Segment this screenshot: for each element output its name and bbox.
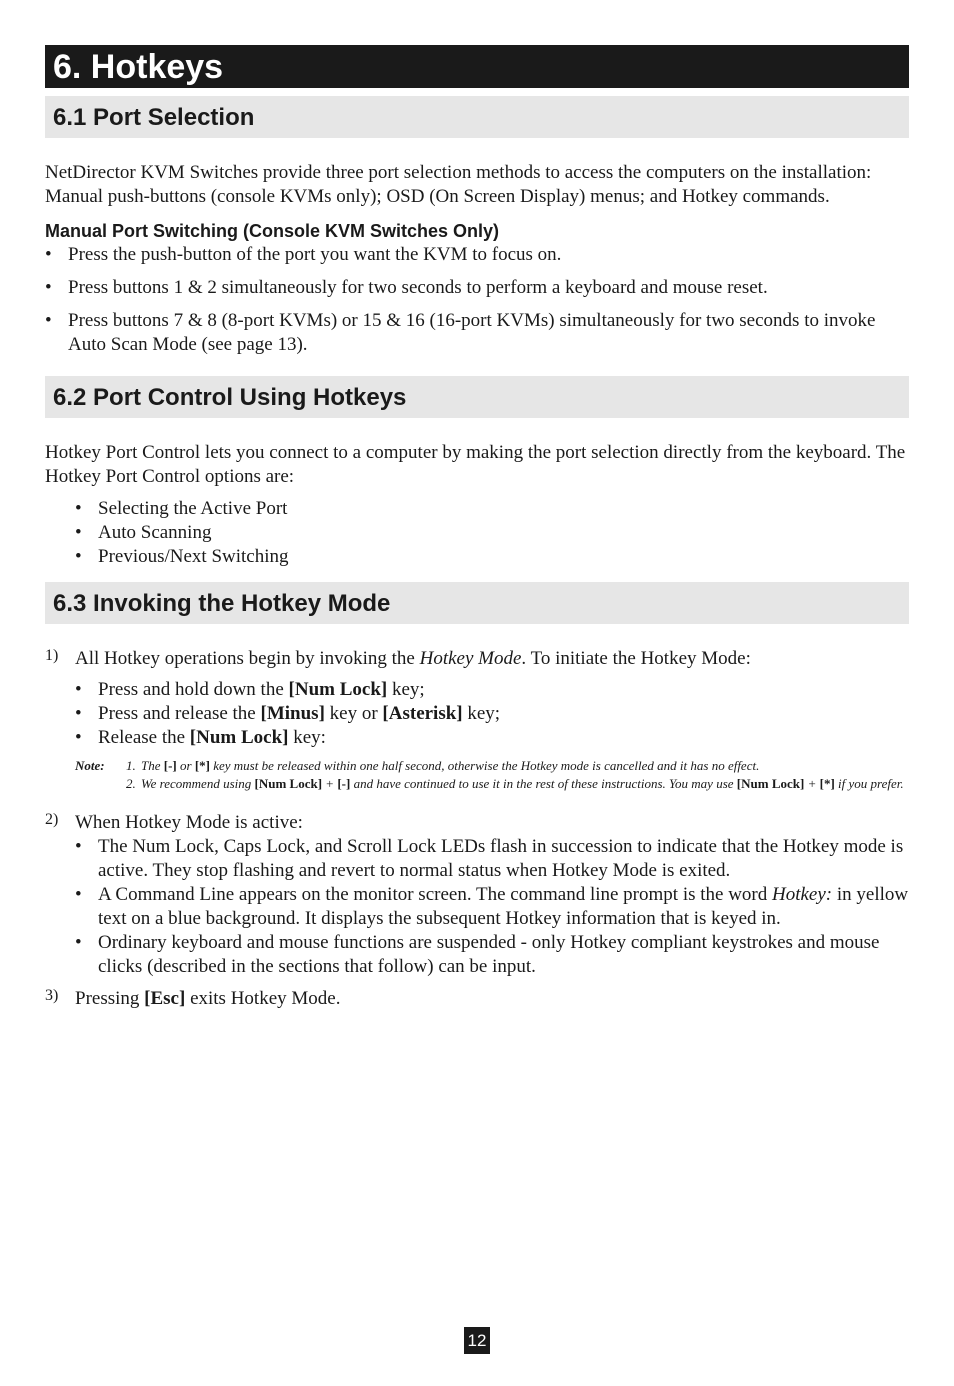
list-item: • Press buttons 7 & 8 (8-port KVMs) or 15 & 16 (16-port KVMs) simultaneously for two seconds to invoke Auto Scan Mode (see page 13). — [45, 309, 909, 357]
section-title-invoking-hotkey: 6.3 Invoking the Hotkey Mode — [45, 582, 909, 624]
step-number: 3) — [45, 987, 59, 1004]
list-item: • Previous/Next Switching — [75, 545, 909, 569]
port-selection-intro: NetDirector KVM Switches provide three port selection methods to access the computers on the installation: Manual push-buttons (console KVMs only); OSD (On Screen Display) menus; and Hotkey commands. — [45, 162, 872, 207]
list-item: • Selecting the Active Port — [75, 497, 909, 521]
page-content — [45, 45, 909, 1011]
list-item: • Release the [Num Lock] key: — [75, 726, 909, 750]
page-number: 12 — [464, 1327, 490, 1354]
note-label: Note: — [75, 758, 105, 773]
list-item: • Ordinary keyboard and mouse functions are suspended - only Hotkey compliant keystrokes and mouse clicks (described in the sections that follow) can be input. — [75, 931, 909, 979]
manual-switching-subheading: Manual Port Switching (Console KVM Switches Only) — [45, 221, 500, 241]
hotkey-control-intro: Hotkey Port Control lets you connect to a computer by making the port selection directly from the keyboard. The Hotkey Port Control options are: — [45, 442, 906, 487]
list-item: • Press buttons 1 & 2 simultaneously for two seconds to perform a keyboard and mouse reset. — [45, 276, 909, 300]
note-line-1: 1. The [-] or [*] key must be released within one half second, otherwise the Hotkey mode is cancelled and it has no effect. — [126, 758, 760, 773]
step-number: 2) — [45, 811, 59, 828]
list-item: • Press and release the [Minus] key or [Asterisk] key; — [75, 702, 909, 726]
step-3 — [45, 987, 909, 1011]
list-item: • A Command Line appears on the monitor screen. The command line prompt is the word Hotkey: in yellow text on a blue background. It displays the subsequent Hotkey information that is keyed in. — [75, 883, 909, 931]
section-title-hotkey-control: 6.2 Port Control Using Hotkeys — [45, 376, 909, 418]
note-line-2: 2. We recommend using [Num Lock] + [-] and have continued to use it in the rest of these instructions. You may use [Num Lock] + [*] if you prefer. — [126, 776, 904, 791]
list-item: • Press the push-button of the port you want the KVM to focus on. — [45, 243, 909, 267]
section-title-port-selection: 6.1 Port Selection — [45, 96, 909, 138]
step-2-text: When Hotkey Mode is active: — [75, 812, 303, 833]
note-block — [45, 757, 909, 793]
invoke-steps-list — [45, 678, 909, 750]
list-item: • Auto Scanning — [75, 521, 909, 545]
step-2 — [45, 811, 909, 835]
list-item: • The Num Lock, Caps Lock, and Scroll Lock LEDs flash in succession to indicate that the Hotkey mode is active. They stop flashing and revert to normal status when Hotkey Mode is exited. — [75, 835, 909, 883]
active-mode-list — [45, 835, 909, 979]
step-1-text: All Hotkey operations begin by invoking the Hotkey Mode. To initiate the Hotkey Mode: — [75, 648, 751, 669]
hotkey-options-list — [45, 497, 909, 569]
chapter-title: 6. Hotkeys — [45, 45, 909, 88]
step-3-text: Pressing [Esc] exits Hotkey Mode. — [75, 988, 341, 1009]
list-item: • Press and hold down the [Num Lock] key; — [75, 678, 909, 702]
manual-switching-list — [45, 243, 909, 357]
step-number: 1) — [45, 647, 59, 664]
step-1 — [45, 647, 909, 671]
